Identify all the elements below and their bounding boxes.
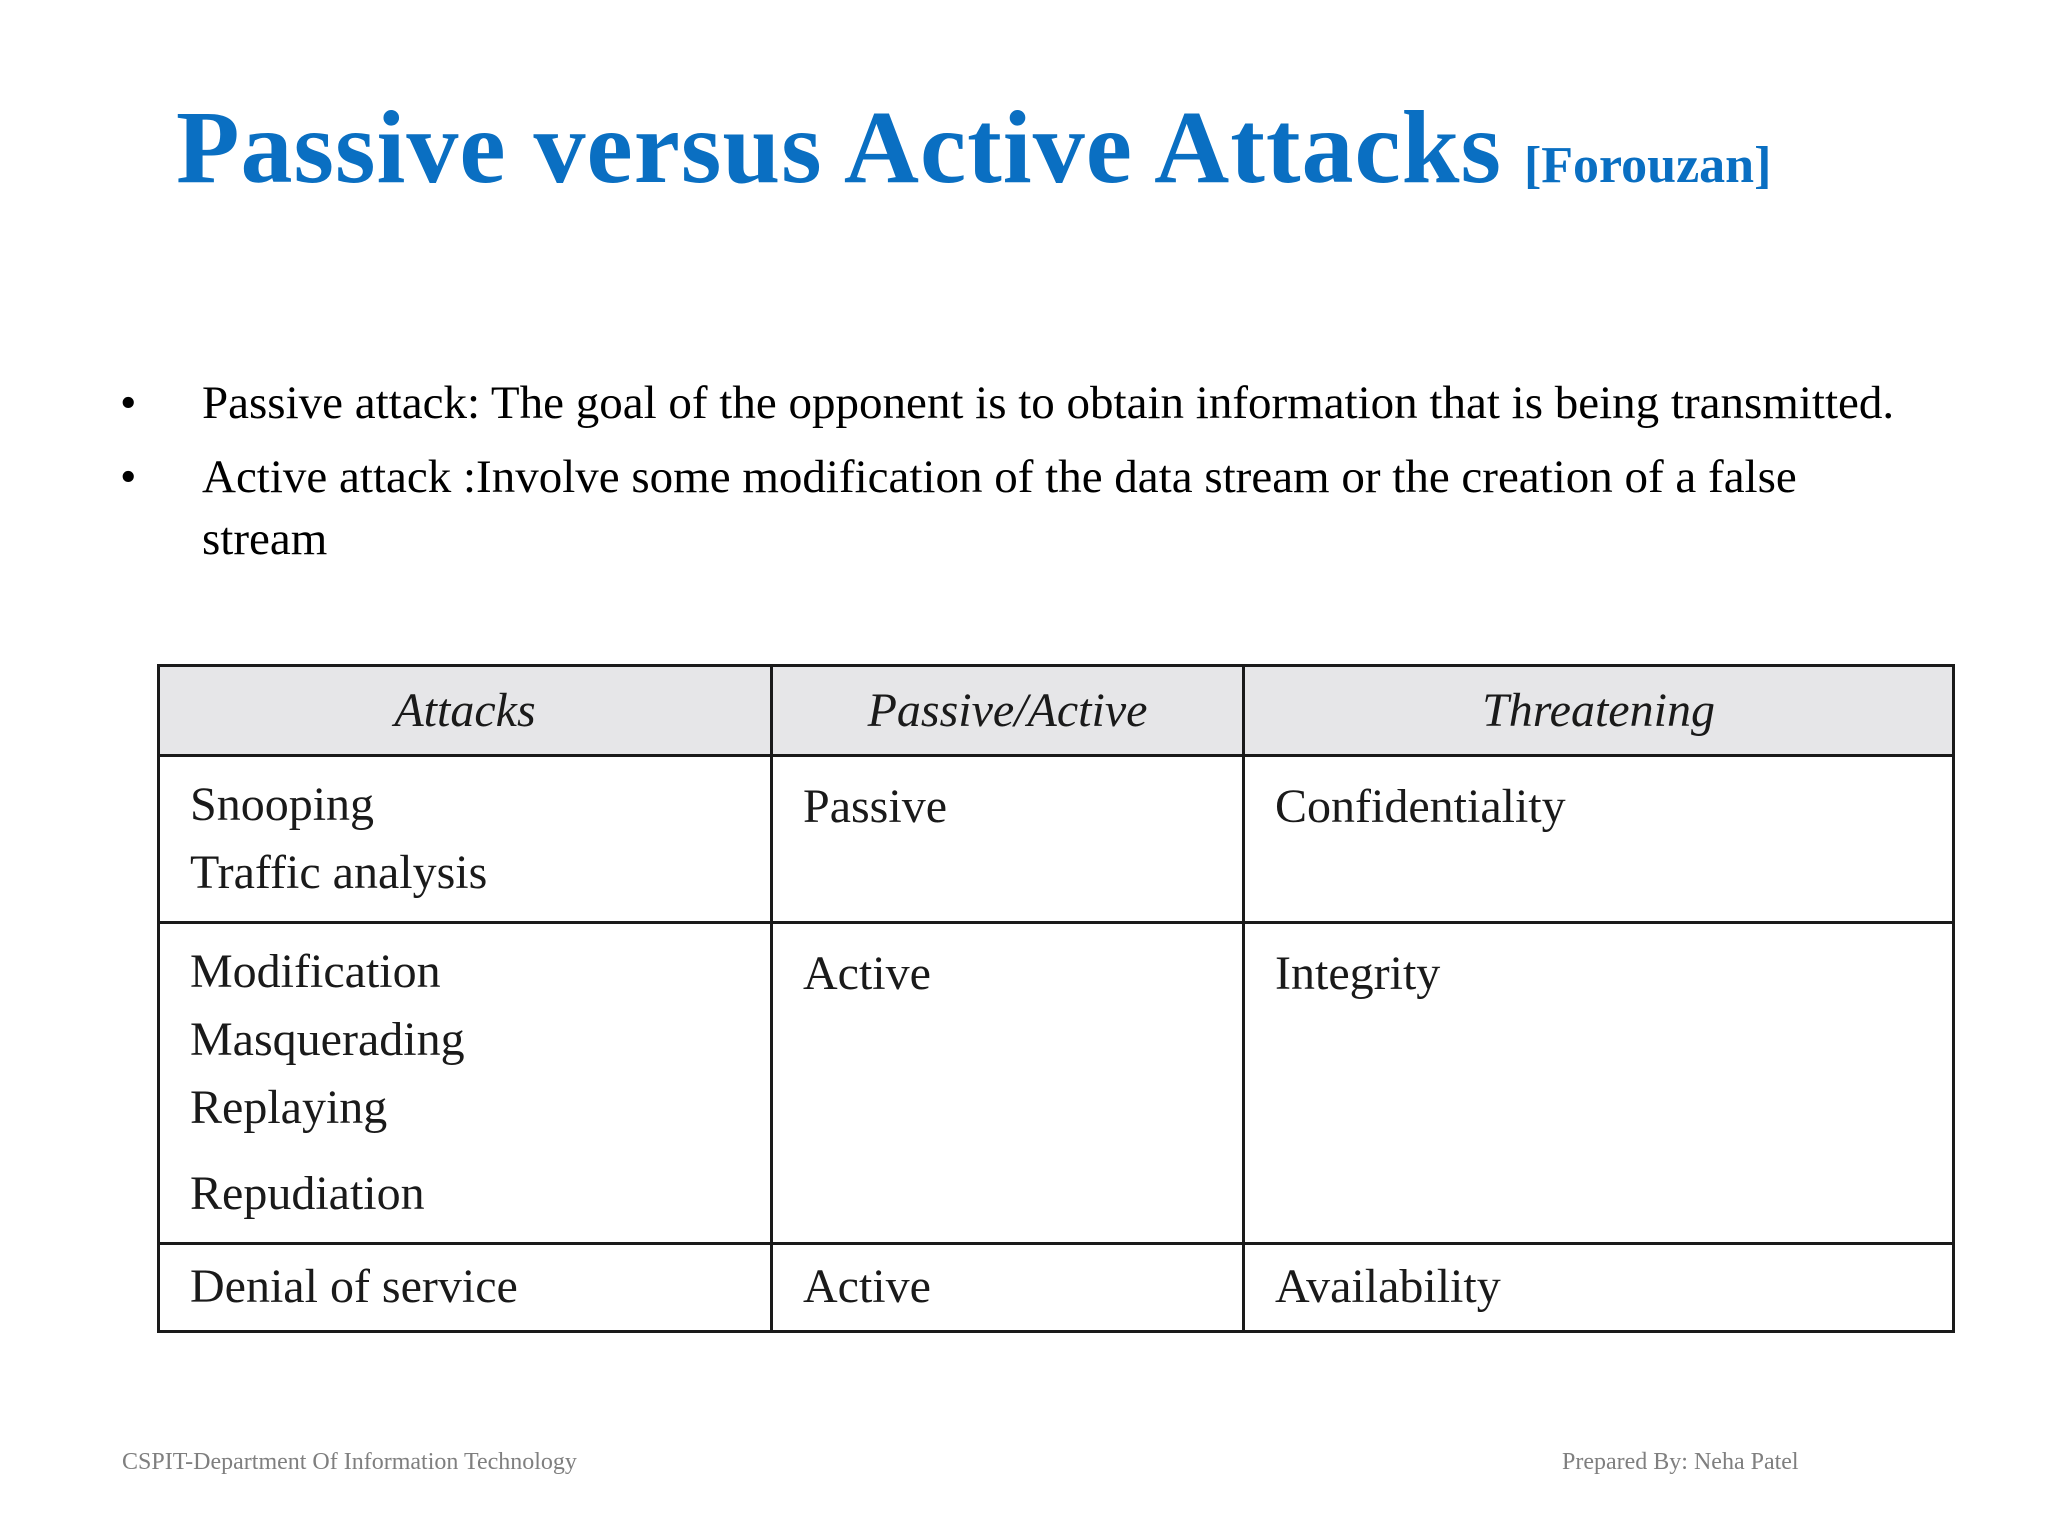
type-cell: Passive xyxy=(772,756,1244,923)
bullet-text-active: Active attack :Involve some modification of the data stream or the creation of a false stream xyxy=(202,451,1797,565)
bullet-text-passive: Passive attack: The goal of the opponent is to obtain information that is being transmitted. xyxy=(202,377,1895,429)
bullet-marker: • xyxy=(120,377,137,429)
table-row xyxy=(159,756,1954,923)
table-row xyxy=(159,1244,1954,1332)
attack-name: Denial of service xyxy=(190,1260,518,1313)
type-cell: Active xyxy=(772,923,1244,1244)
bullet-list xyxy=(120,372,1900,582)
header-passive-active: Passive/Active xyxy=(772,666,1244,756)
attacks-table xyxy=(157,664,1955,1333)
table-row xyxy=(159,923,1954,1244)
table-header-row xyxy=(159,666,1954,756)
attack-name: Traffic analysis xyxy=(190,846,488,899)
attacks-cell xyxy=(159,756,772,923)
threatening-cell: Integrity xyxy=(1244,923,1954,1244)
bullet-item xyxy=(120,372,1900,434)
type-cell: Active xyxy=(772,1244,1244,1332)
footer-department: CSPIT-Department Of Information Technology xyxy=(122,1449,577,1475)
bullet-item xyxy=(120,446,1900,570)
slide-title xyxy=(176,88,1771,207)
slide-title-main: Passive versus Active Attacks xyxy=(176,90,1502,205)
attack-name: Repudiation xyxy=(190,1167,425,1220)
header-attacks: Attacks xyxy=(159,666,772,756)
attack-name: Masquerading xyxy=(190,1013,465,1066)
attacks-cell xyxy=(159,1244,772,1332)
footer-author: Prepared By: Neha Patel xyxy=(1562,1449,1799,1475)
attack-name: Snooping xyxy=(190,778,375,831)
attack-name: Replaying xyxy=(190,1081,388,1134)
header-threatening: Threatening xyxy=(1244,666,1954,756)
bullet-marker: • xyxy=(120,451,137,503)
slide-title-reference: [Forouzan] xyxy=(1523,137,1772,194)
threatening-cell: Availability xyxy=(1244,1244,1954,1332)
attacks-cell xyxy=(159,923,772,1244)
threatening-cell: Confidentiality xyxy=(1244,756,1954,923)
attack-name: Modification xyxy=(190,945,441,998)
